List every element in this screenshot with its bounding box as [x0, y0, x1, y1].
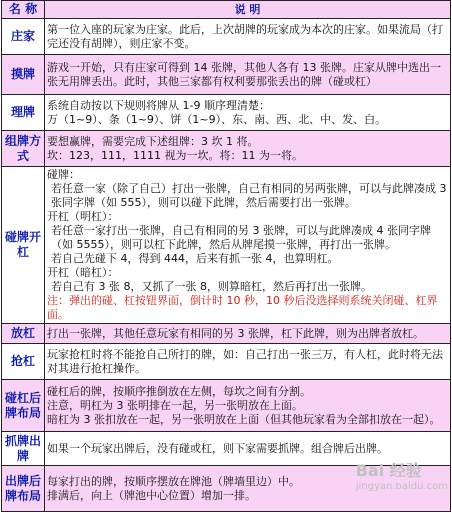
- watermark-url: jingyan.baidu.com: [355, 481, 448, 492]
- row-desc: [45, 55, 451, 95]
- row-name: 抓牌出牌: [2, 432, 45, 466]
- row-desc: [45, 19, 451, 55]
- row-note: 注：弹出的碰、杠按钮界面，倒计时 10 秒，10 秒后没选择则系统关闭碰、杠界面。: [47, 294, 438, 321]
- watermark-brand: Bai 经验: [355, 461, 422, 480]
- table-row: [2, 95, 451, 131]
- row-line: 系统自动按以下规则将牌从 1-9 顺序理清楚：: [47, 98, 270, 112]
- row-name: 碰牌开杠: [2, 167, 45, 324]
- row-name: 放杠: [2, 324, 45, 344]
- row-line: 坎：123，111，1111 视为一坎。将：11 为一将。: [47, 148, 303, 162]
- row-name: 碰杠后牌布局: [2, 380, 45, 432]
- row-line: 打出一张牌，其他任意玩家有相同的另 3 张牌，杠下此牌，则为出牌者放杠。: [47, 326, 424, 340]
- row-line: 若任意一家（除了自己）打出一张牌，自己有相同的另两张牌，可以与此牌凑成 3 张同字牌（如 555），则可以碰下此牌，然后需要打出一张牌。: [51, 182, 447, 209]
- header-desc: 说 明: [45, 1, 451, 19]
- row-line: 注意，明杠为 3 张明排在一起，另一张明放在上面。: [47, 398, 303, 412]
- row-line: 开杠（暗杠）：: [47, 266, 119, 279]
- row-name: 摸牌: [2, 55, 45, 95]
- row-line: 万（1~9）、条（1~9）、饼（1~9）、东、南、西、北、中、发、白。: [47, 112, 387, 126]
- table-row: [2, 131, 451, 167]
- row-line: 玩家抢杠时将不能抢自己所打的牌，如：自己打出一张三万，有人杠，此时将无法对其进行抢杠操作。: [47, 347, 443, 375]
- table-row: [2, 344, 451, 380]
- row-desc: [45, 95, 451, 131]
- row-name: 组牌方式: [2, 131, 45, 167]
- table-row: [2, 167, 451, 324]
- row-name: 庄家: [2, 19, 45, 55]
- row-line: 要想赢牌，需要完成下述组牌：3 坎 1 将。: [47, 134, 259, 148]
- row-line: 碰牌：: [47, 168, 80, 181]
- row-line: 若自己先碰下 4，得到 444，后来有抓一张 4，也算明杠。: [51, 252, 339, 265]
- table-row: [2, 380, 451, 432]
- table-row: [2, 55, 451, 95]
- row-line: 若自己有 3 张 8，又抓了一张 8，则算暗杠，然后再打出一张牌。: [51, 280, 372, 293]
- row-name: 理牌: [2, 95, 45, 131]
- row-line: 排满后，向上（牌池中心位置）增加一排。: [47, 488, 256, 502]
- row-line: 开杠（明杠）：: [47, 210, 119, 223]
- rules-table: [1, 0, 451, 512]
- row-desc: [45, 380, 451, 432]
- header-name: 名 称: [2, 1, 45, 19]
- row-desc: [45, 324, 451, 344]
- row-line: 第一位入座的玩家为庄家。此后，上次胡牌的玩家成为本次的庄家。如果流局（打完还没有胡牌），则庄家不变。: [47, 22, 443, 50]
- table-header: [2, 1, 451, 19]
- row-line: 碰杠后的牌，按顺序推倒放在左侧，每坎之间有分割。: [47, 384, 311, 398]
- row-desc: [45, 167, 451, 324]
- row-desc: [45, 131, 451, 167]
- row-line: 每家打出的牌，按顺序摆放在牌池（牌墙里边）中。: [47, 474, 300, 488]
- row-line: 如果一个玩家出牌后，没有碰或杠，则下家需要抓牌。组合牌后出牌。: [47, 441, 388, 455]
- row-line: 游戏一开始，只有庄家可得到 14 张牌，其他人各有 13 张牌。庄家从牌中选出一张无用牌丢出。此时，其他三家都有权利要那张丢出的牌（碰或杠）: [47, 60, 441, 88]
- row-line: 若任意一家打出一张牌，自己有相同的另 3 张牌，可以与此牌凑成 4 张同字牌（如 5555），则可以杠下此牌，然后从牌尾摸一张牌，再打出一张牌。: [51, 224, 431, 251]
- table-row: [2, 324, 451, 344]
- table-row: [2, 19, 451, 55]
- baidu-jingyan-watermark: [356, 458, 448, 492]
- row-name: 出牌后牌布局: [2, 466, 45, 512]
- row-line: 暗杠为 3 张扣放在一起，另一张明放在上面（但其他玩家看为全部扣放在一起）。: [47, 412, 441, 426]
- row-name: 抢杠: [2, 344, 45, 380]
- row-desc: [45, 344, 451, 380]
